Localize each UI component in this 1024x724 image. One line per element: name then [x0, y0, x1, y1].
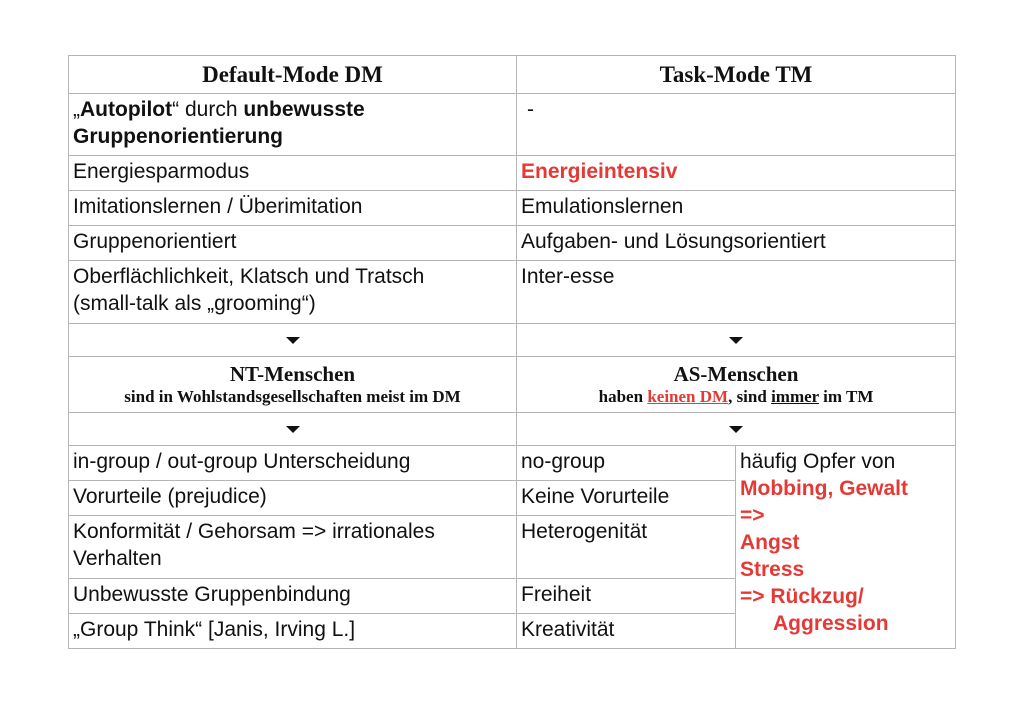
side-note-line: Stress: [740, 558, 805, 581]
table-row: [69, 156, 956, 191]
as-trait-cell: no-group: [517, 446, 736, 481]
as-title: AS-Menschen: [673, 361, 799, 386]
side-note-cell: [736, 446, 956, 649]
as-subtitle: [521, 386, 951, 408]
arrow-cell: [517, 324, 956, 357]
arrow-down-icon: [729, 337, 743, 344]
dm-cell: Imitationslernen / Überimitation: [69, 191, 517, 226]
group-row: [69, 357, 956, 413]
arrow-row: [69, 413, 956, 446]
nt-trait-cell: [69, 516, 517, 579]
autopilot-tm-cell: -: [517, 94, 956, 156]
table-row: [69, 94, 956, 156]
table-row: [69, 191, 956, 226]
tm-cell: Energieintensiv: [517, 156, 956, 191]
comparison-table: [68, 55, 956, 649]
autopilot-text: Autopilot: [80, 98, 173, 121]
nt-trait-line-1: Konformität / Gehorsam => irrationales: [73, 520, 435, 543]
nt-trait-line-2: Verhalten: [73, 547, 162, 570]
nt-trait-cell: „Group Think“ [Janis, Irving L.]: [69, 614, 517, 649]
autopilot-connector: “ durch: [172, 98, 244, 121]
arrow-down-icon: [286, 337, 300, 344]
dm-cell: Energiesparmodus: [69, 156, 517, 191]
as-trait-cell: Keine Vorurteile: [517, 481, 736, 516]
table-row: [69, 226, 956, 261]
side-note-line: Angst: [740, 531, 800, 554]
nt-trait-cell: Vorurteile (prejudice): [69, 481, 517, 516]
nt-subtitle: sind in Wohlstandsgesellschaften meist im DM: [124, 386, 461, 406]
side-note-line: =>: [740, 504, 765, 527]
quote-open: „: [73, 98, 80, 121]
as-trait-cell: Heterogenität: [517, 516, 736, 579]
side-note-line: häufig Opfer von: [740, 450, 896, 473]
arrow-cell: [517, 413, 956, 446]
gruppenorientierung-text: Gruppenorientierung: [73, 125, 283, 148]
autopilot-cell: [69, 94, 517, 156]
as-sub-part: , sind: [728, 386, 772, 406]
tm-cell: Aufgaben- und Lösungsorientiert: [517, 226, 956, 261]
dm-cell: Gruppenorientiert: [69, 226, 517, 261]
arrow-cell: [69, 413, 517, 446]
side-note-line: => Rückzug/: [740, 585, 864, 608]
nt-trait-cell: in-group / out-group Unterscheidung: [69, 446, 517, 481]
header-row: [69, 56, 956, 94]
as-trait-cell: Freiheit: [517, 579, 736, 614]
nt-cell: [69, 357, 517, 413]
arrow-down-icon: [729, 426, 743, 433]
table-row: [69, 446, 956, 481]
as-cell: [517, 357, 956, 413]
table-row: [69, 261, 956, 324]
dm-line-2: (small-talk als „grooming“): [73, 292, 316, 315]
arrow-cell: [69, 324, 517, 357]
as-trait-cell: Kreativität: [517, 614, 736, 649]
arrow-down-icon: [286, 426, 300, 433]
header-task-mode: Task-Mode TM: [517, 56, 956, 94]
nt-title: NT-Menschen: [229, 361, 356, 386]
arrow-row: [69, 324, 956, 357]
as-sub-immer: immer: [771, 386, 819, 406]
as-sub-keinen: keinen DM: [647, 386, 729, 406]
side-note-line: Aggression: [773, 612, 889, 635]
tm-cell: Emulationslernen: [517, 191, 956, 226]
nt-trait-cell: Unbewusste Gruppenbindung: [69, 579, 517, 614]
header-default-mode: Default-Mode DM: [69, 56, 517, 94]
as-sub-part: haben: [598, 386, 648, 406]
as-sub-part: im TM: [818, 386, 874, 406]
dm-line-1: Oberflächlichkeit, Klatsch und Tratsch: [73, 265, 425, 288]
side-note-line: Mobbing, Gewalt: [740, 477, 908, 500]
unbewusste-text: unbewusste: [243, 98, 365, 121]
dm-cell: [69, 261, 517, 324]
tm-cell: Inter-esse: [517, 261, 956, 324]
